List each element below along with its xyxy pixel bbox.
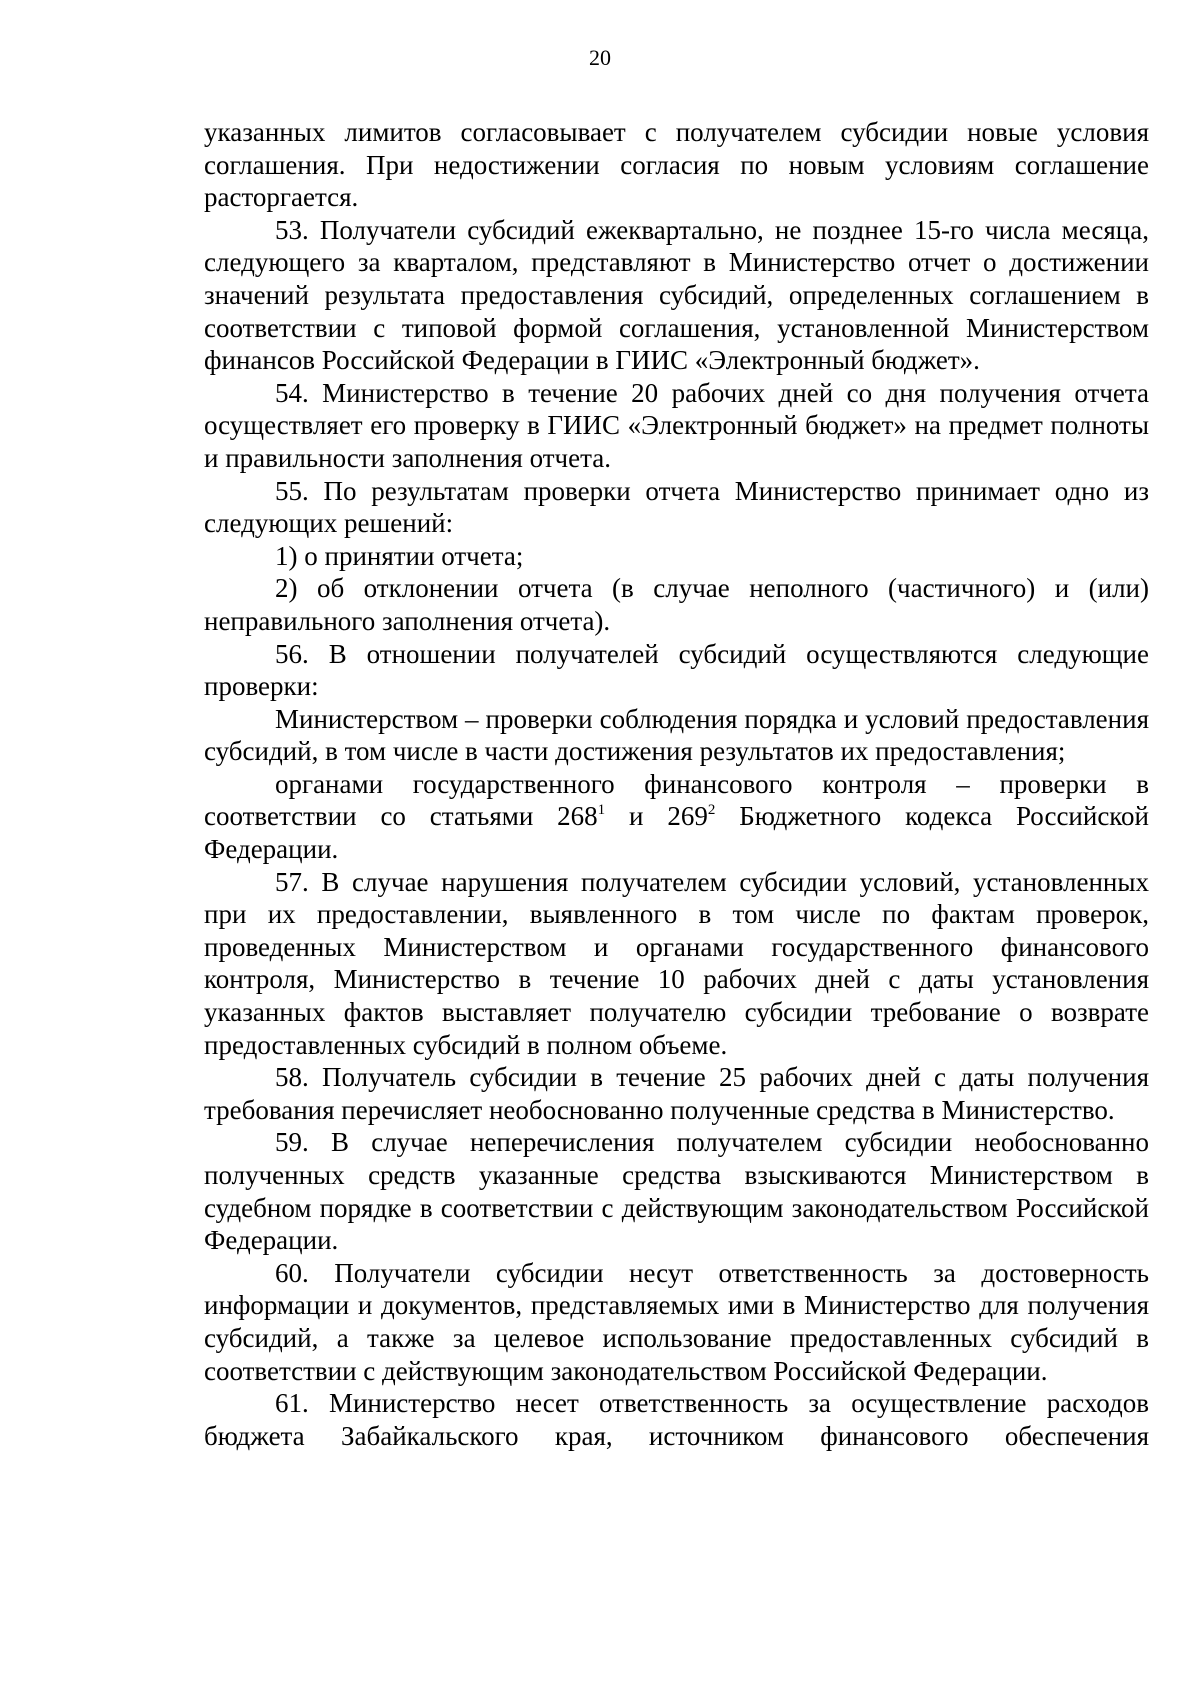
document-body	[204, 116, 1149, 1452]
paragraph-56-ministry-checks: Министерством – проверки соблюдения порядка и условий предоставления субсидий, в том числе в части достижения результатов их предоставления;	[204, 703, 1149, 767]
article-superscript-1: 1	[597, 802, 606, 819]
paragraph-53: 53. Получатели субсидий ежеквартально, не позднее 15-го числа месяца, следующего за кварталом, представляют в Министерство отчет о достижении значений результата предоставления субсидий, определенных соглашением в соответствии с типовой формой соглашения, установленной Министерством финансов Российской Федерации в ГИИС «Электронный бюджет».	[204, 214, 1149, 376]
financial-control-text-middle: и 269	[605, 801, 708, 832]
paragraph-57: 57. В случае нарушения получателем субсидии условий, установленных при их предоставлении, выявленного в том числе по фактам проверок, проведенных Министерством и органами государственного финансового контроля, Министерство в течение 10 рабочих дней с даты установления указанных фактов выставляет получателю субсидии требование о возврате предоставленных субсидий в полном объеме.	[204, 866, 1149, 1060]
paragraph-55: 55. По результатам проверки отчета Министерство принимает одно из следующих решений:	[204, 475, 1149, 539]
paragraph-56-financial-control-checks	[204, 768, 1149, 866]
paragraph-55-item-1: 1) о принятии отчета;	[275, 540, 524, 571]
article-superscript-2: 2	[707, 802, 716, 819]
paragraph-61: 61. Министерство несет ответственность за осуществление расходов бюджета Забайкальского края, источником финансового обеспечения	[204, 1388, 1149, 1451]
financial-control-text-start: органами государственного финансового контроля – проверки в соответствии со статьями 268	[204, 768, 1149, 832]
paragraph-54: 54. Министерство в течение 20 рабочих дней со дня получения отчета осуществляет его проверку в ГИИС «Электронный бюджет» на предмет полноты и правильности заполнения отчета.	[204, 377, 1149, 473]
page-number: 20	[589, 45, 611, 70]
paragraph-58: 58. Получатель субсидии в течение 25 рабочих дней с даты получения требования перечисляет необоснованно полученные средства в Министерство.	[204, 1062, 1149, 1125]
financial-control-text-end: Бюджетного кодекса Российской Федерации.	[204, 801, 1150, 865]
paragraph-59: 59. В случае неперечисления получателем субсидии необоснованно полученных средств указанные средства взыскиваются Министерством в судебном порядке в соответствии с действующим законодательством Российской Федерации.	[204, 1127, 1149, 1256]
paragraph-60: 60. Получатели субсидии несут ответственность за достоверность информации и документов, представляемых ими в Министерство для получения субсидий, а также за целевое использование предоставленных субсидий в соответствии с действующим законодательством Российской Федерации.	[204, 1257, 1149, 1386]
paragraph-56: 56. В отношении получателей субсидий осуществляются следующие проверки:	[204, 638, 1149, 702]
paragraph-continuation: указанных лимитов согласовывает с получателем субсидии новые условия соглашения. При недостижении согласия по новым условиям соглашение расторгается.	[204, 117, 1149, 213]
paragraph-55-item-2: 2) об отклонении отчета (в случае неполного (частичного) и (или) неправильного заполнения отчета).	[204, 573, 1149, 636]
